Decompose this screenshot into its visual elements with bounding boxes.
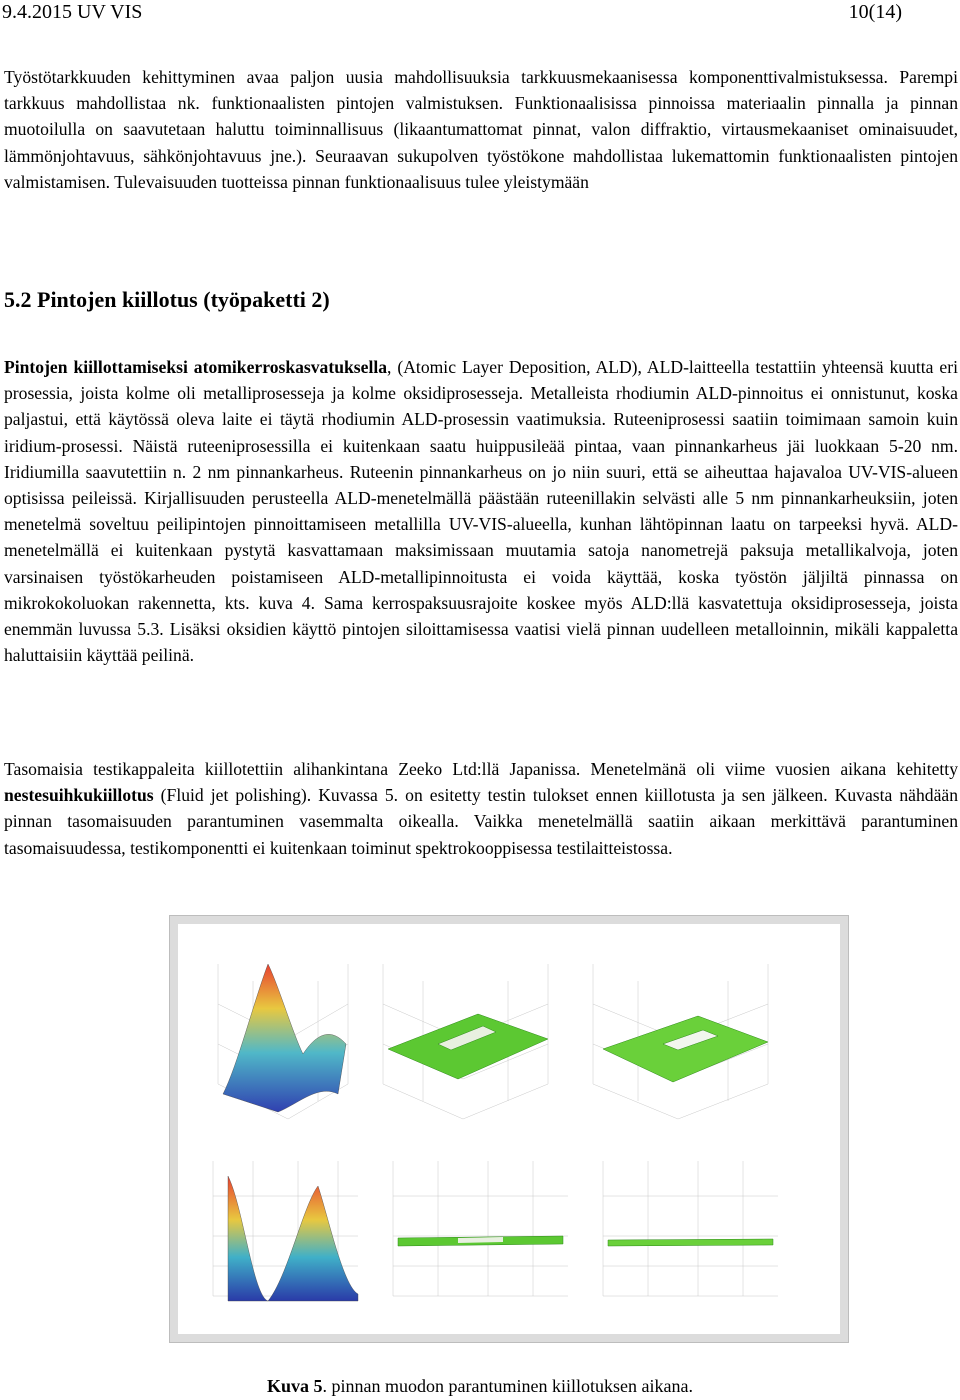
surface-plot-after-top-graphic	[368, 944, 558, 1128]
surface-plot-before-side	[198, 1134, 368, 1330]
paragraph-fluid-jet-bold: nestesuihkukiillotus	[4, 785, 154, 806]
surface-plot-after-top-right	[578, 932, 778, 1128]
paragraph-fluid-jet-before: Tasomaisia testikappaleita kiillotettiin alihankintana Zeeko Ltd:llä Japanissa. Menetelmänä oli viime vuosien aikana kehitetty	[4, 759, 958, 779]
figure-surface-plots	[169, 915, 849, 1343]
surface-plot-before-top	[198, 932, 358, 1128]
surface-plot-after-side-right-graphic	[588, 1146, 788, 1330]
header-date-title: 9.4.2015 UV VIS	[2, 1, 143, 23]
header-page-number: 10(14)	[848, 1, 902, 23]
surface-plot-after-side	[378, 1134, 578, 1330]
paragraph-fluid-jet	[4, 756, 958, 861]
paragraph-fluid-jet-after: (Fluid jet polishing). Kuvassa 5. on esitetty testin tulokset ennen kiillotusta ja sen jälkeen. Kuvasta nähdään pinnan tasomaisuuden parantuminen vasemmalta oikealla. Vaikka menetelmällä saatiin aikaan merkittävä parantuminen tasomaisuudessa, testikomponentti ei kuitenkaan toiminut spektrokooppisessa testilaitteistossa.	[4, 785, 958, 858]
surface-plot-after-side-right	[588, 1134, 788, 1330]
surface-plot-after-top	[368, 932, 558, 1128]
paragraph-ald-lead: Pintojen kiillottamiseksi atomikerroskasvatuksella	[4, 357, 388, 377]
surface-plot-before-side-graphic	[198, 1146, 368, 1330]
figure-caption-label: Kuva 5	[267, 1376, 323, 1396]
intro-paragraph: Työstötarkkuuden kehittyminen avaa paljon uusia mahdollisuuksia tarkkuusmekaanisessa komponenttivalmistuksessa. Parempi tarkkuus mahdollistaa nk. funktionaalisten pintojen valmistuksen. Funktionaalisissa pinnoissa materiaalin pinnalla ja pinnan muotoilulla on saavutetaan haluttu toiminnallisuus (likaantumattomat pinnat, valon diffraktio, virtausmekaaniset ominaisuudet, lämmönjohtavuus, sähkönjohtavuus jne.). Seuraavan sukupolven työstökone mahdollistaa lukemattomin funktionaalisten pintojen valmistamisen. Tulevaisuuden tuotteissa pinnan funktionaalisuus tulee yleistymään	[4, 67, 958, 192]
page-header	[0, 0, 960, 24]
figure-caption	[0, 1374, 960, 1398]
figure-caption-text: . pinnan muodon parantuminen kiillotuksen aikana.	[322, 1376, 693, 1396]
paragraph-ald	[4, 354, 958, 668]
paragraph-ald-body: , (Atomic Layer Deposition, ALD), ALD-laitteella testattiin yhteensä kuutta eri prosessia, joista kolme oli metalliprosesseja ja kolme oksidiprosesseja. Metalleista rhodiumin ALD-pinnoitus ei onnistunut, koska paljastui, että käytössä oleva laite ei täytä rhodiumin ALD-prosessin vaatimuksia. Ruteeniprosessi saatiin toimimaan samoin kuin iridium-prosessi. Näistä ruteeniprosessilla ei kuitenkaan saatu huippusileää pintaa, vaan pinnankarheus jäi luokkaan 5-20 nm. Iridiumilla saavutettiin n. 2 nm pinnankarheus. Ruteenin pinnankarheus on jo niin suuri, että se aiheuttaa hajavaloa UV-VIS-alueen optisissa peileissä. Kirjallisuuden perusteella ALD-menetelmällä päästään ruteenillakin selvästi alle 5 nm pinnankarheuksiin, joten menetelmä soveltuu peilipintojen pinnoittamiseen metallilla UV-VIS-alueella, kunhan lähtöpinnan laatu on tarpeeksi hyvä. ALD-menetelmällä ei kuitenkaan pystytä kasvattamaan maksimissaan muutamia satoja nanometrejä paksuja metallikalvoja, joten varsinaisen työstökarheuden poistamiseen ALD-metallipinnoitusta ei voida käyttää, koska työstön jäljiltä pinnassa on mikrokokoluokan rakennetta, kts. kuva 4. Sama kerrospaksuusrajoite koskee myös ALD:llä kasvatettuja oksidiprosesseja, joista enemmän luvussa 5.3. Lisäksi oksidien käyttö pintojen siloittamisessa vaatisi vielä pinnan uudelleen metalloinnin, mikäli kappaletta haluttaisiin käyttää peilinä.	[4, 357, 958, 666]
section-title: 5.2 Pintojen kiillotus (työpaketti 2)	[4, 287, 330, 312]
figure-canvas	[178, 924, 840, 1334]
surface-plot-after-top-right-graphic	[578, 944, 778, 1128]
surface-plot-before-top-graphic	[198, 944, 358, 1128]
surface-plot-after-side-graphic	[378, 1146, 578, 1330]
